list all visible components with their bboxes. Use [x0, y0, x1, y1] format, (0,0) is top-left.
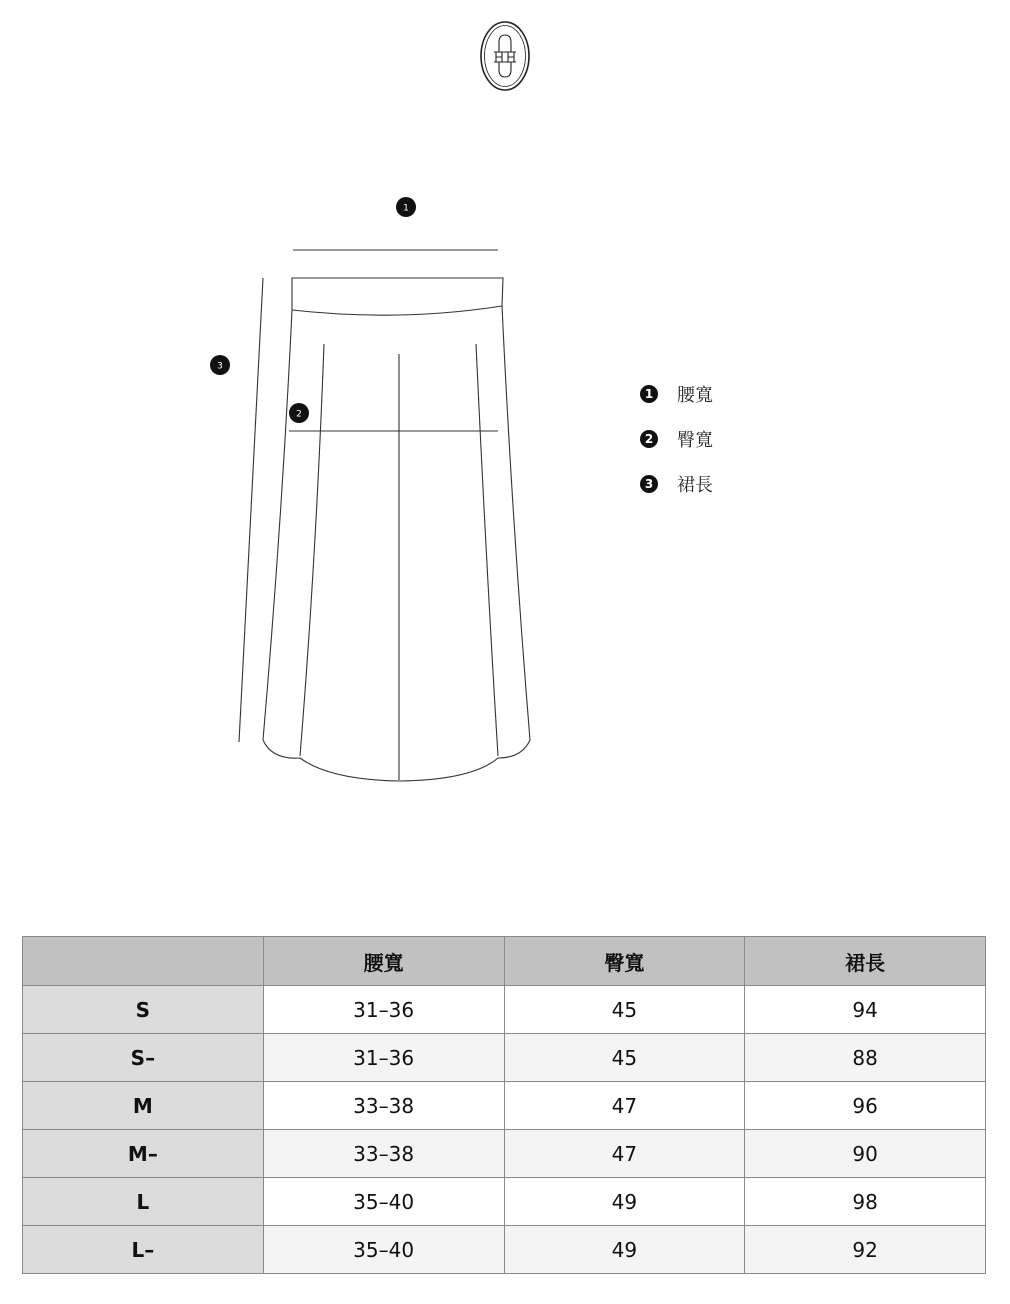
skirt-waistband	[292, 278, 503, 315]
size-chart-table	[22, 936, 986, 1274]
size-label: S	[23, 986, 264, 1034]
measurement-legend	[640, 380, 713, 515]
length-value: 90	[745, 1130, 986, 1178]
size-label: M–	[23, 1130, 264, 1178]
legend-label-length: 裙長	[677, 475, 713, 496]
marker-waist-number: 1	[403, 203, 409, 214]
hip-value: 45	[504, 1034, 745, 1082]
size-label: M	[23, 1082, 264, 1130]
legend-label-hip: 臀寬	[677, 430, 713, 451]
table-row	[23, 1130, 986, 1178]
waist-value: 33–38	[263, 1082, 504, 1130]
marker-waist	[396, 197, 416, 217]
waist-value: 33–38	[263, 1130, 504, 1178]
header-waist: 腰寬	[263, 937, 504, 986]
waist-value: 35–40	[263, 1226, 504, 1274]
hip-value: 47	[504, 1130, 745, 1178]
marker-hip	[289, 403, 309, 423]
table-header-row	[23, 937, 986, 986]
length-value: 98	[745, 1178, 986, 1226]
marker-length	[210, 355, 230, 375]
header-size	[23, 937, 264, 986]
waist-value: 31–36	[263, 1034, 504, 1082]
marker-length-number: 3	[217, 361, 223, 372]
table-row	[23, 1034, 986, 1082]
size-label: L–	[23, 1226, 264, 1274]
legend-item-waist	[640, 380, 713, 408]
length-value: 96	[745, 1082, 986, 1130]
legend-number-2: 2	[640, 430, 658, 448]
header-length: 裙長	[745, 937, 986, 986]
marker-hip-number: 2	[296, 409, 302, 420]
size-label: S–	[23, 1034, 264, 1082]
legend-number-3: 3	[640, 475, 658, 493]
length-value: 94	[745, 986, 986, 1034]
table-row	[23, 1178, 986, 1226]
size-label: L	[23, 1178, 264, 1226]
skirt-outline	[263, 306, 530, 781]
waist-value: 31–36	[263, 986, 504, 1034]
hip-value: 45	[504, 986, 745, 1034]
hip-value: 49	[504, 1178, 745, 1226]
hip-value: 49	[504, 1226, 745, 1274]
waist-value: 35–40	[263, 1178, 504, 1226]
legend-item-hip	[640, 425, 713, 453]
length-value: 92	[745, 1226, 986, 1274]
hip-value: 47	[504, 1082, 745, 1130]
legend-number-1: 1	[640, 385, 658, 403]
length-measure-line	[239, 278, 263, 742]
table-row	[23, 1082, 986, 1130]
table-row	[23, 986, 986, 1034]
skirt-right-seam	[476, 344, 498, 756]
legend-label-waist: 腰寬	[677, 385, 713, 406]
table-row	[23, 1226, 986, 1274]
length-value: 88	[745, 1034, 986, 1082]
legend-item-length	[640, 470, 713, 498]
header-hip: 臀寬	[504, 937, 745, 986]
